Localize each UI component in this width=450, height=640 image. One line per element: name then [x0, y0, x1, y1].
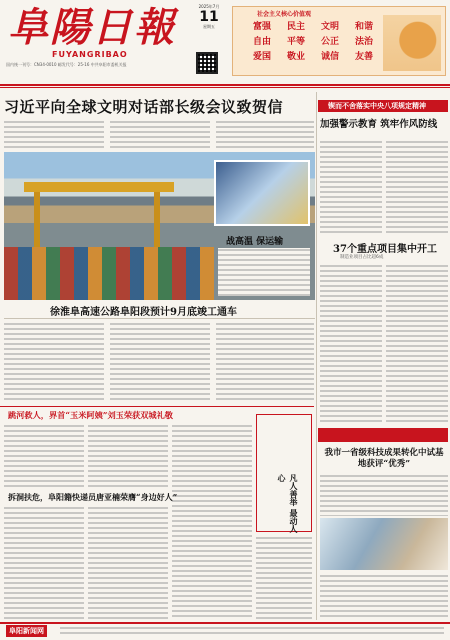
core-value: 友善 [355, 52, 374, 62]
core-value: 公正 [321, 37, 340, 47]
photo-caption-text [218, 248, 310, 296]
commentary-title: 凡人善举 最动人心 [277, 474, 299, 533]
rescue-headline: 跳河救人，界首“玉米阿姨”刘玉荣获双城礼敬 [8, 410, 173, 420]
rescue-body-col2 [88, 424, 168, 488]
core-value: 爱国 [253, 52, 272, 62]
core-value: 法治 [355, 37, 374, 47]
courier-body-col1 [4, 506, 84, 620]
section-tag: 锲而不舍落实中央八项规定精神 [318, 100, 448, 112]
lead-headline: 习近平向全球文明对话部长级会议致贺信 [4, 98, 284, 116]
warning-body-col1 [320, 140, 382, 234]
highway-body-col2 [110, 322, 210, 402]
core-values-box [232, 6, 446, 76]
rescue-body-col3 [172, 424, 252, 620]
tech-base-body [320, 474, 448, 516]
ad-banner [318, 428, 448, 442]
projects-body-col2 [386, 264, 448, 424]
newspaper-logo: 阜陽日報 [8, 4, 176, 51]
masthead-rule-thin [0, 87, 450, 88]
footer-site-name: 阜阳新闻网 [6, 625, 47, 637]
highway-headline: 徐淮阜高速公路阜阳段预计9月底竣工通车 [50, 307, 237, 318]
core-value: 自由 [253, 37, 272, 47]
lead-body-col1 [4, 120, 104, 148]
divider [4, 318, 315, 319]
lead-body-col3 [216, 120, 314, 148]
rescue-body-col1 [4, 424, 84, 488]
newspaper-pinyin: FUYANGRIBAO [52, 50, 128, 59]
port-photo [4, 152, 315, 300]
gantry-crane [24, 182, 174, 192]
core-value: 文明 [321, 22, 340, 32]
core-values-title: 社会主义核心价值观 [257, 11, 312, 18]
date-weekday: 星期五 [203, 24, 215, 29]
flag-artwork [383, 15, 441, 71]
warning-education-headline: 加强警示教育 筑牢作风防线 [320, 119, 438, 130]
core-value: 民主 [287, 22, 306, 32]
commentary-body [256, 536, 312, 620]
container-yard [4, 247, 214, 300]
projects-sub: 制造业项目占比超6成 [340, 255, 384, 260]
newspaper-meta: 国内统一刊号：CN34-0010 邮发代号：25-16 中共阜阳市委机关报 [6, 62, 127, 67]
photo-caption-title: 战高温 保运输 [226, 237, 284, 247]
tech-base-headline: 我市一省级科技成果转化中试基地获评“优秀” [324, 448, 444, 469]
core-value: 平等 [287, 37, 306, 47]
courier-headline: 拆洞扶危，阜阳籍快递员唐亚楠荣膺“身边好人” [8, 492, 178, 502]
lower-rule [0, 406, 314, 407]
lead-body-col2 [110, 120, 210, 148]
masthead-rule [0, 84, 450, 86]
core-values-grid [253, 19, 383, 62]
date-line: 2025年7月 [198, 4, 220, 9]
warning-body-col2 [386, 140, 448, 234]
projects-headline: 37个重点项目集中开工 [333, 244, 437, 255]
tech-base-body-2 [320, 574, 448, 618]
qr-code-icon [196, 52, 218, 74]
highway-body-col3 [216, 322, 314, 402]
core-value: 诚信 [321, 52, 340, 62]
courier-body-col2 [88, 506, 168, 620]
column-divider [316, 92, 317, 620]
crane-leg [154, 192, 160, 247]
core-value: 敬业 [287, 52, 306, 62]
lab-photo [320, 518, 448, 570]
crane-leg [34, 192, 40, 247]
footer-info [60, 626, 444, 636]
projects-body-col1 [320, 264, 382, 424]
date-day: 11 [199, 9, 219, 25]
highway-body-col1 [4, 322, 104, 402]
core-value: 和谐 [355, 22, 374, 32]
date-box [190, 4, 228, 44]
core-value: 富强 [253, 22, 272, 32]
worker-inset-photo [214, 160, 310, 226]
